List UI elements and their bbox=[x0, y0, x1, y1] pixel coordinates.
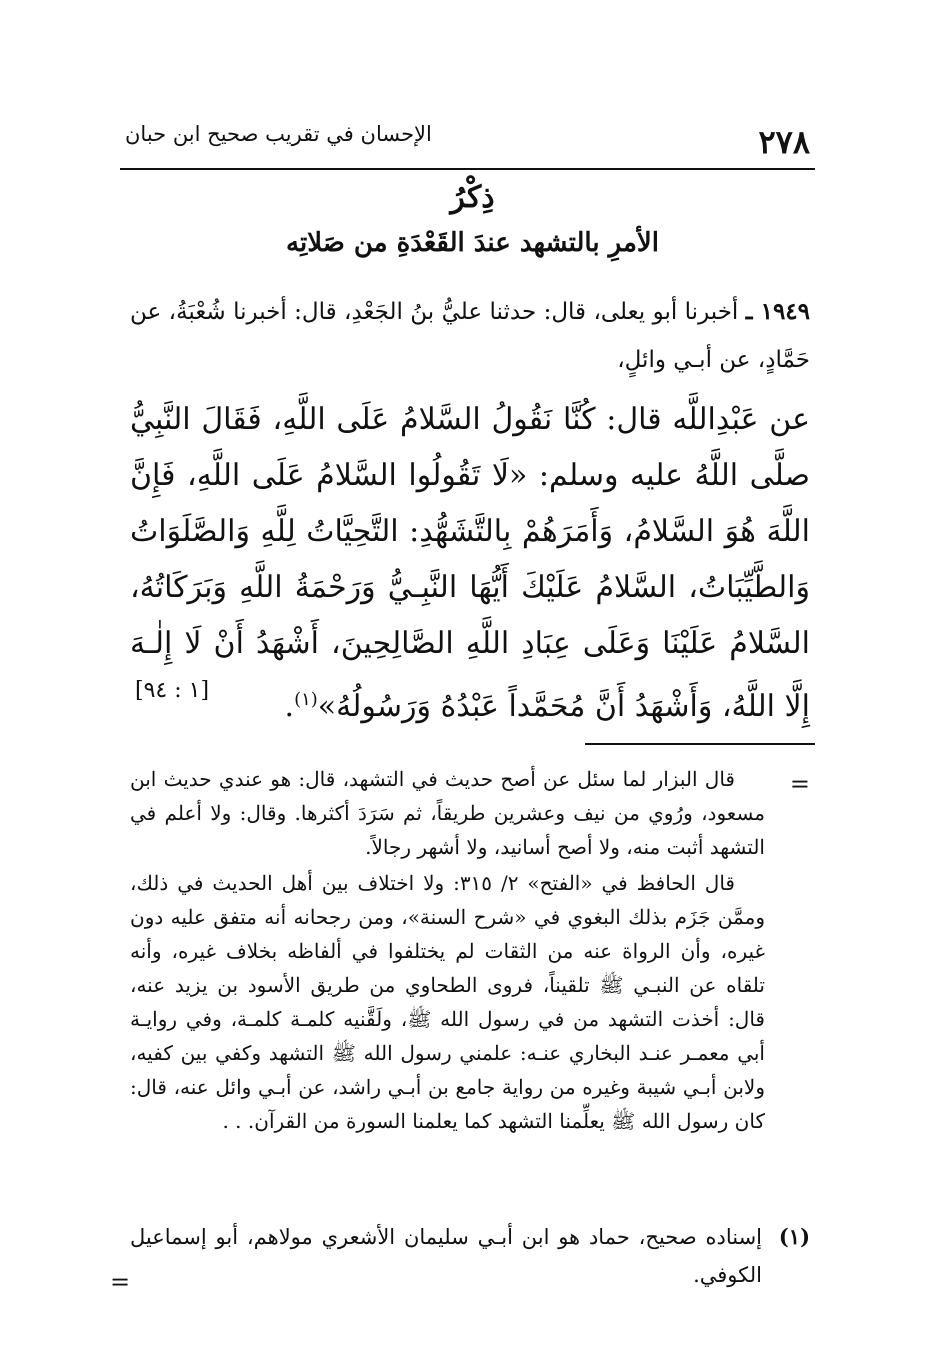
section-title: الأمرِ بالتشهد عندَ القَعْدَةِ من صَلاتِه bbox=[286, 228, 659, 258]
footnote-marker: (١) bbox=[778, 1224, 810, 1249]
matn-text: عن عَبْدِاللَّه قال: كُنَّا نَقُولُ السَّلامُ عَلَى اللَّهِ، فَقَالَ النَّبِيُّ صلَّى اللَّهُ عليه وسلم: «لَا تَقُولُوا السَّلامُ عَلَى اللَّهِ، فَإِنَّ اللَّهَ هُوَ السَّلامُ، وَأَمَرَهُمْ بِالتَّشَهُّدِ: التَّحِيَّاتُ لِلَّهِ وَالصَّلَوَاتُ وَالطَّيِّبَاتُ، السَّلامُ عَلَيْكَ أَيُّهَا النَّبِـيُّ وَرَحْمَةُ اللَّهِ وَبَرَكَاتُهُ، السَّلامُ عَلَيْنَا وَعَلَى عِبَادِ اللَّهِ الصَّالِحِينَ، أَشْهَدُ أَنْ لَا إِلٰـهَ إِلَّا اللَّهُ، وَأَشْهَدُ أَنَّ مُحَمَّداً عَبْدُهُ وَرَسُولُهُ» bbox=[130, 402, 810, 724]
note-paragraph: قال البزار لما سئل عن أصح حديث في التشهد، قال: هو عندي حديث ابن مسعود، ورُوي من نيف وعشرين طريقاً، ثم سَرَدَ أكثرها. وقال: ولا أعلم في التشهد أثبت منه، ولا أصح أسانيد، ولا أشهر رجالاً. bbox=[130, 767, 765, 859]
continuation-mark: = bbox=[789, 770, 810, 798]
footnote-ref: (١) bbox=[294, 689, 318, 710]
header-divider bbox=[120, 168, 815, 170]
footnote bbox=[130, 1218, 810, 1294]
source-reference: [١ : ٩٤] bbox=[135, 678, 210, 703]
note-continuation bbox=[130, 762, 765, 1138]
running-title: الإحسان في تقريب صحيح ابن حبان bbox=[125, 122, 432, 146]
section-heading: ذِكْرُ bbox=[450, 180, 495, 215]
matn-end: . bbox=[284, 689, 295, 724]
footnote-divider bbox=[585, 743, 815, 745]
note-paragraph: قال الحافظ في «الفتح» ٢/ ٣١٥: ولا اختلاف بين أهل الحديث في ذلك، وممَّن جَزَم بذلك البغوي في «شرح السنة»، ومن رجحانه أنه متفق عليه دون غيره، وأن الرواة عنه من الثقات لم يختلفوا في ألفاظه بخلاف غيره، وأنه تلقاه عن النبـي ﷺ تلقيناً، فروى الطحاوي من طريق الأسود بن يزيد عنه، قال: أخذت التشهد من في رسول الله ﷺ، ولَقَّنيه كلمـة كلمـة، وفي روايـة أبي معمـر عنـد البخاري عنـه: علمني رسول الله ﷺ التشهد وكفي بين كفيه، ولابن أبـي شيبة وغيره من رواية جامع بن أبـي راشد، عن أبـي وائل عنه، قال: كان رسول الله ﷺ يعلِّمنا التشهد كما يعلمنا السورة من القرآن. . . bbox=[130, 871, 765, 1133]
continuation-mark-bottom: = bbox=[110, 1268, 131, 1296]
page-number: ٢٧٨ bbox=[758, 123, 810, 161]
footnote-text: إسناده صحيح، حماد هو ابن أبـي سليمان الأشعري مولاهم، أبو إسماعيل الكوفي. bbox=[130, 1225, 762, 1287]
hadith-matn bbox=[130, 392, 810, 735]
isnad-text: أخبرنا أبو يعلى، قال: حدثنا عليُّ بنُ الجَعْدِ، قال: أخبرنا شُعْبَةُ، عن حَمَّادٍ، عن أبـي وائلٍ، bbox=[130, 299, 810, 373]
hadith-isnad bbox=[130, 288, 810, 384]
hadith-number: ١٩٤٩ ـ bbox=[745, 298, 811, 325]
